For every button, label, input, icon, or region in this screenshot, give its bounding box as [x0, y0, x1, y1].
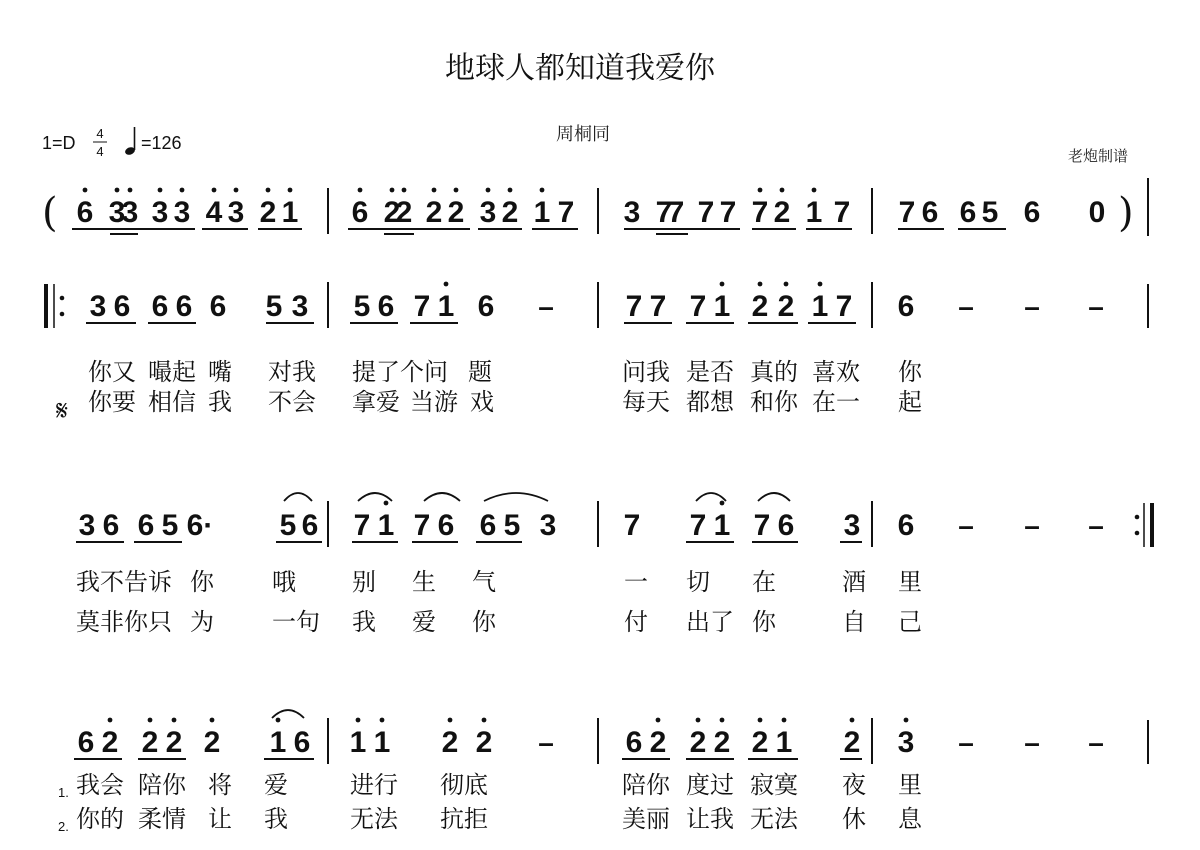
note: 7	[697, 196, 715, 229]
note: 6	[377, 290, 395, 323]
lyric-word: 和你	[750, 389, 798, 416]
dash-extension: –	[1024, 291, 1040, 322]
lyric-word: 嘴	[208, 359, 232, 386]
note: 2	[383, 196, 401, 229]
dash-extension: –	[1088, 291, 1104, 322]
quarter-note-icon	[124, 127, 136, 156]
octave-dot-high	[448, 718, 453, 723]
note: 3	[173, 196, 191, 229]
lyric-word: 柔情	[138, 806, 186, 833]
note: 6	[293, 726, 311, 759]
lyric-word: 彻底	[440, 772, 488, 799]
octave-dot-high	[108, 718, 113, 723]
lyric-word: 当游	[410, 389, 458, 416]
song-title: 地球人都知道我爱你	[445, 51, 715, 86]
note: 1	[349, 726, 367, 759]
note: 7	[413, 290, 431, 323]
note: 2	[165, 726, 183, 759]
note: 3	[623, 196, 641, 229]
lyric-word: 起	[898, 389, 922, 416]
note: 2	[843, 726, 861, 759]
lyric-word: 嘬起	[148, 359, 196, 386]
note: 3	[121, 196, 139, 229]
note: 2	[773, 196, 791, 229]
note: 3	[843, 509, 861, 542]
lyric-word: 你	[472, 609, 496, 636]
dash-extension: –	[538, 291, 554, 322]
lyric-word: 哦	[272, 569, 296, 596]
note: 3	[897, 726, 915, 759]
note: 5	[161, 509, 179, 542]
lyric-word: 无法	[350, 806, 398, 833]
open-paren: (	[42, 190, 58, 236]
note: 7	[667, 196, 685, 229]
octave-dot-high	[758, 718, 763, 723]
slur	[758, 493, 790, 501]
note: 1	[269, 726, 287, 759]
octave-dot-high	[83, 188, 88, 193]
lyric-word: 酒	[842, 569, 866, 596]
dash-extension: –	[1088, 727, 1104, 758]
repeat-dot	[60, 312, 65, 317]
note: 7	[649, 290, 667, 323]
note: 1	[811, 290, 829, 323]
note: 2	[649, 726, 667, 759]
note: 6	[921, 196, 939, 229]
lyric-word: 美丽	[622, 806, 670, 833]
note: 3	[108, 196, 126, 229]
octave-dot-high	[482, 718, 487, 723]
note: 1	[437, 290, 455, 323]
note: 2	[425, 196, 443, 229]
note: 6	[175, 290, 193, 323]
note: 6	[151, 290, 169, 323]
octave-dot-high	[904, 718, 909, 723]
note: 2	[713, 726, 731, 759]
lyric-word: 一句	[272, 609, 320, 636]
segno-icon: 𝄋	[56, 394, 69, 427]
repeat-dot	[1135, 531, 1140, 536]
octave-dot-high	[696, 718, 701, 723]
octave-dot-high	[356, 718, 361, 723]
lyric-word: 我	[208, 389, 232, 416]
note: 5	[981, 196, 999, 229]
note: 1	[713, 509, 731, 542]
lyric-word: 你	[752, 609, 776, 636]
note: 3	[539, 509, 557, 542]
system-2	[46, 282, 1148, 427]
note: 1	[775, 726, 793, 759]
lyric-word: 喜欢	[812, 359, 860, 386]
note: 2	[501, 196, 519, 229]
volta-1-label: 1.	[58, 785, 69, 800]
note: 7	[413, 509, 431, 542]
lyric-word: 抗拒	[440, 806, 488, 833]
note: 6	[437, 509, 455, 542]
lyric-word: 真的	[750, 359, 798, 386]
note: 6	[1023, 196, 1041, 229]
lyric-word: 进行	[350, 772, 398, 799]
note: 6	[897, 290, 915, 323]
note: 0	[1088, 196, 1106, 229]
note: 2	[751, 290, 769, 323]
lyric-word: 里	[898, 569, 922, 596]
octave-dot-high	[210, 718, 215, 723]
note: 6	[479, 509, 497, 542]
lyric-word: 都想	[686, 389, 734, 416]
lyric-word: 让我	[686, 806, 734, 833]
volta-2-label: 2.	[58, 819, 69, 834]
slur	[424, 493, 460, 501]
tempo-marking: =126	[141, 133, 182, 153]
lyric-word: 己	[898, 609, 922, 636]
slur	[284, 493, 312, 501]
note: 6	[777, 509, 795, 542]
octave-dot-high	[288, 188, 293, 193]
note: 7	[689, 509, 707, 542]
octave-dot-high	[486, 188, 491, 193]
octave-dot-high	[212, 188, 217, 193]
note: 6	[137, 509, 155, 542]
dash-extension: –	[1088, 510, 1104, 541]
lyric-word: 你又	[88, 359, 136, 386]
note: 1	[373, 726, 391, 759]
lyric-word: 你	[898, 359, 922, 386]
note: 2	[475, 726, 493, 759]
lyric-word: 题	[468, 359, 492, 386]
system-1	[42, 178, 1148, 236]
lyric-word: 相信	[148, 389, 196, 416]
repeat-dot	[60, 296, 65, 301]
octave-dot-high	[720, 501, 725, 506]
repeat-dot	[1135, 515, 1140, 520]
score-systems	[42, 178, 1152, 834]
lyric-word: 爱	[412, 609, 436, 636]
composer-credit: 周桐同	[556, 124, 610, 145]
lyric-word: 在	[752, 569, 776, 596]
note: 2	[689, 726, 707, 759]
note: 6	[351, 196, 369, 229]
note: 2	[751, 726, 769, 759]
note: 7	[898, 196, 916, 229]
note: 1	[713, 290, 731, 323]
note: 2	[395, 196, 413, 229]
lyric-word: 生	[412, 569, 436, 596]
key-signature: 1=D	[42, 133, 76, 153]
note: 6	[76, 196, 94, 229]
octave-dot-high	[540, 188, 545, 193]
octave-dot-high	[266, 188, 271, 193]
note: 2	[447, 196, 465, 229]
time-signature-top: 4	[96, 126, 104, 141]
lyric-word: 每天	[622, 389, 670, 416]
note: 2	[777, 290, 795, 323]
lyric-word: 寂寞	[750, 772, 798, 799]
lyric-word: 对我	[268, 359, 316, 386]
note: 2	[441, 726, 459, 759]
note: 3	[151, 196, 169, 229]
lyric-word: 别	[352, 569, 376, 596]
note: 6	[102, 509, 120, 542]
lyric-word: 让	[208, 806, 232, 833]
octave-dot-high	[402, 188, 407, 193]
lyric-word: 切	[686, 569, 710, 596]
lyric-word: 度过	[686, 772, 734, 799]
lyric-word: 问我	[622, 359, 670, 386]
octave-dot-high	[782, 718, 787, 723]
note: 2	[141, 726, 159, 759]
dash-extension: –	[958, 510, 974, 541]
note: 1	[281, 196, 299, 229]
octave-dot-high	[784, 282, 789, 287]
note: 7	[625, 290, 643, 323]
note: 7	[835, 290, 853, 323]
lyric-word: 陪你	[138, 772, 186, 799]
octave-dot-high	[758, 188, 763, 193]
lyric-word: 息	[898, 806, 922, 833]
note: 7	[623, 509, 641, 542]
lyric-word: 我不告诉	[76, 569, 172, 596]
octave-dot-high	[780, 188, 785, 193]
lyric-word: 我	[352, 609, 376, 636]
time-signature-bottom: 4	[96, 144, 104, 159]
note: 2	[259, 196, 277, 229]
note: 7	[753, 509, 771, 542]
lyric-word: 休	[842, 806, 866, 833]
octave-dot-high	[818, 282, 823, 287]
dash-extension: –	[538, 727, 554, 758]
note: 3	[78, 509, 96, 542]
note: 7	[833, 196, 851, 229]
octave-dot-high	[812, 188, 817, 193]
lyric-word: 你要	[88, 389, 136, 416]
note: 5	[503, 509, 521, 542]
system-4	[58, 710, 1148, 834]
lyric-word: 爱	[264, 772, 288, 799]
note: 3	[89, 290, 107, 323]
note: 5	[353, 290, 371, 323]
note: 5	[265, 290, 283, 323]
lyric-word: 陪你	[622, 772, 670, 799]
dash-extension: –	[1024, 727, 1040, 758]
close-paren: )	[1118, 190, 1134, 236]
note: 6	[209, 290, 227, 323]
note: 2	[101, 726, 119, 759]
dash-extension: –	[1024, 510, 1040, 541]
octave-dot-high	[656, 718, 661, 723]
note: 6	[477, 290, 495, 323]
lyric-word: 提了个问	[352, 359, 448, 386]
note: 1	[805, 196, 823, 229]
lyric-word: 在一	[812, 389, 860, 416]
lyric-word: 将	[208, 772, 232, 799]
octave-dot-high	[358, 188, 363, 193]
octave-dot-high	[432, 188, 437, 193]
note: 6	[77, 726, 95, 759]
note: 7	[751, 196, 769, 229]
octave-dot-high	[508, 188, 513, 193]
lyric-word: 拿爱	[352, 389, 400, 416]
note: 6	[301, 509, 319, 542]
lyric-word: 出了	[686, 609, 734, 636]
lyric-word: 气	[472, 569, 496, 596]
note: 3	[227, 196, 245, 229]
system-3	[76, 493, 1152, 636]
lyric-word: 你的	[76, 806, 124, 833]
note: 3	[291, 290, 309, 323]
octave-dot-high	[148, 718, 153, 723]
note: 1	[377, 509, 395, 542]
lyric-word: 是否	[686, 359, 734, 386]
octave-dot-high	[758, 282, 763, 287]
lyric-word: 为	[190, 609, 214, 636]
lyric-word: 付	[624, 609, 648, 636]
octave-dot-high	[158, 188, 163, 193]
octave-dot-high	[180, 188, 185, 193]
slur	[358, 493, 392, 501]
octave-dot-high	[276, 718, 281, 723]
lyric-word: 戏	[470, 389, 494, 416]
note: 4	[205, 196, 223, 229]
lyric-word: 一	[624, 569, 648, 596]
note: 2	[203, 726, 221, 759]
octave-dot-high	[384, 501, 389, 506]
note: 6	[959, 196, 977, 229]
note: 6	[625, 726, 643, 759]
octave-dot-high	[128, 188, 133, 193]
octave-dot-high	[454, 188, 459, 193]
lyric-word: 夜	[842, 772, 866, 799]
octave-dot-high	[115, 188, 120, 193]
dash-extension: –	[958, 291, 974, 322]
dash-extension: –	[958, 727, 974, 758]
note: 1	[533, 196, 551, 229]
lyric-word: 我	[264, 806, 288, 833]
octave-dot-high	[850, 718, 855, 723]
note: 7	[689, 290, 707, 323]
note: 7	[353, 509, 371, 542]
slur	[484, 493, 548, 501]
note: 6·	[186, 509, 214, 542]
key-and-tempo	[42, 126, 182, 159]
lyric-word: 自	[842, 609, 866, 636]
slur	[272, 710, 304, 718]
octave-dot-high	[172, 718, 177, 723]
octave-dot-high	[720, 718, 725, 723]
note: 6	[897, 509, 915, 542]
lyric-word: 里	[898, 772, 922, 799]
lyric-word: 莫非你只	[76, 609, 172, 636]
octave-dot-high	[390, 188, 395, 193]
note: 7	[557, 196, 575, 229]
note: 7	[655, 196, 673, 229]
slur	[696, 493, 726, 501]
octave-dot-high	[720, 282, 725, 287]
lyric-word: 无法	[750, 806, 798, 833]
note: 3	[479, 196, 497, 229]
lyric-word: 我会	[76, 772, 124, 799]
lyric-word: 你	[190, 569, 214, 596]
note: 5	[279, 509, 297, 542]
octave-dot-high	[234, 188, 239, 193]
lyric-word: 不会	[268, 389, 316, 416]
note: 7	[719, 196, 737, 229]
octave-dot-high	[444, 282, 449, 287]
octave-dot-high	[380, 718, 385, 723]
arranger-credit: 老炮制谱	[1067, 148, 1128, 165]
note: 6	[113, 290, 131, 323]
